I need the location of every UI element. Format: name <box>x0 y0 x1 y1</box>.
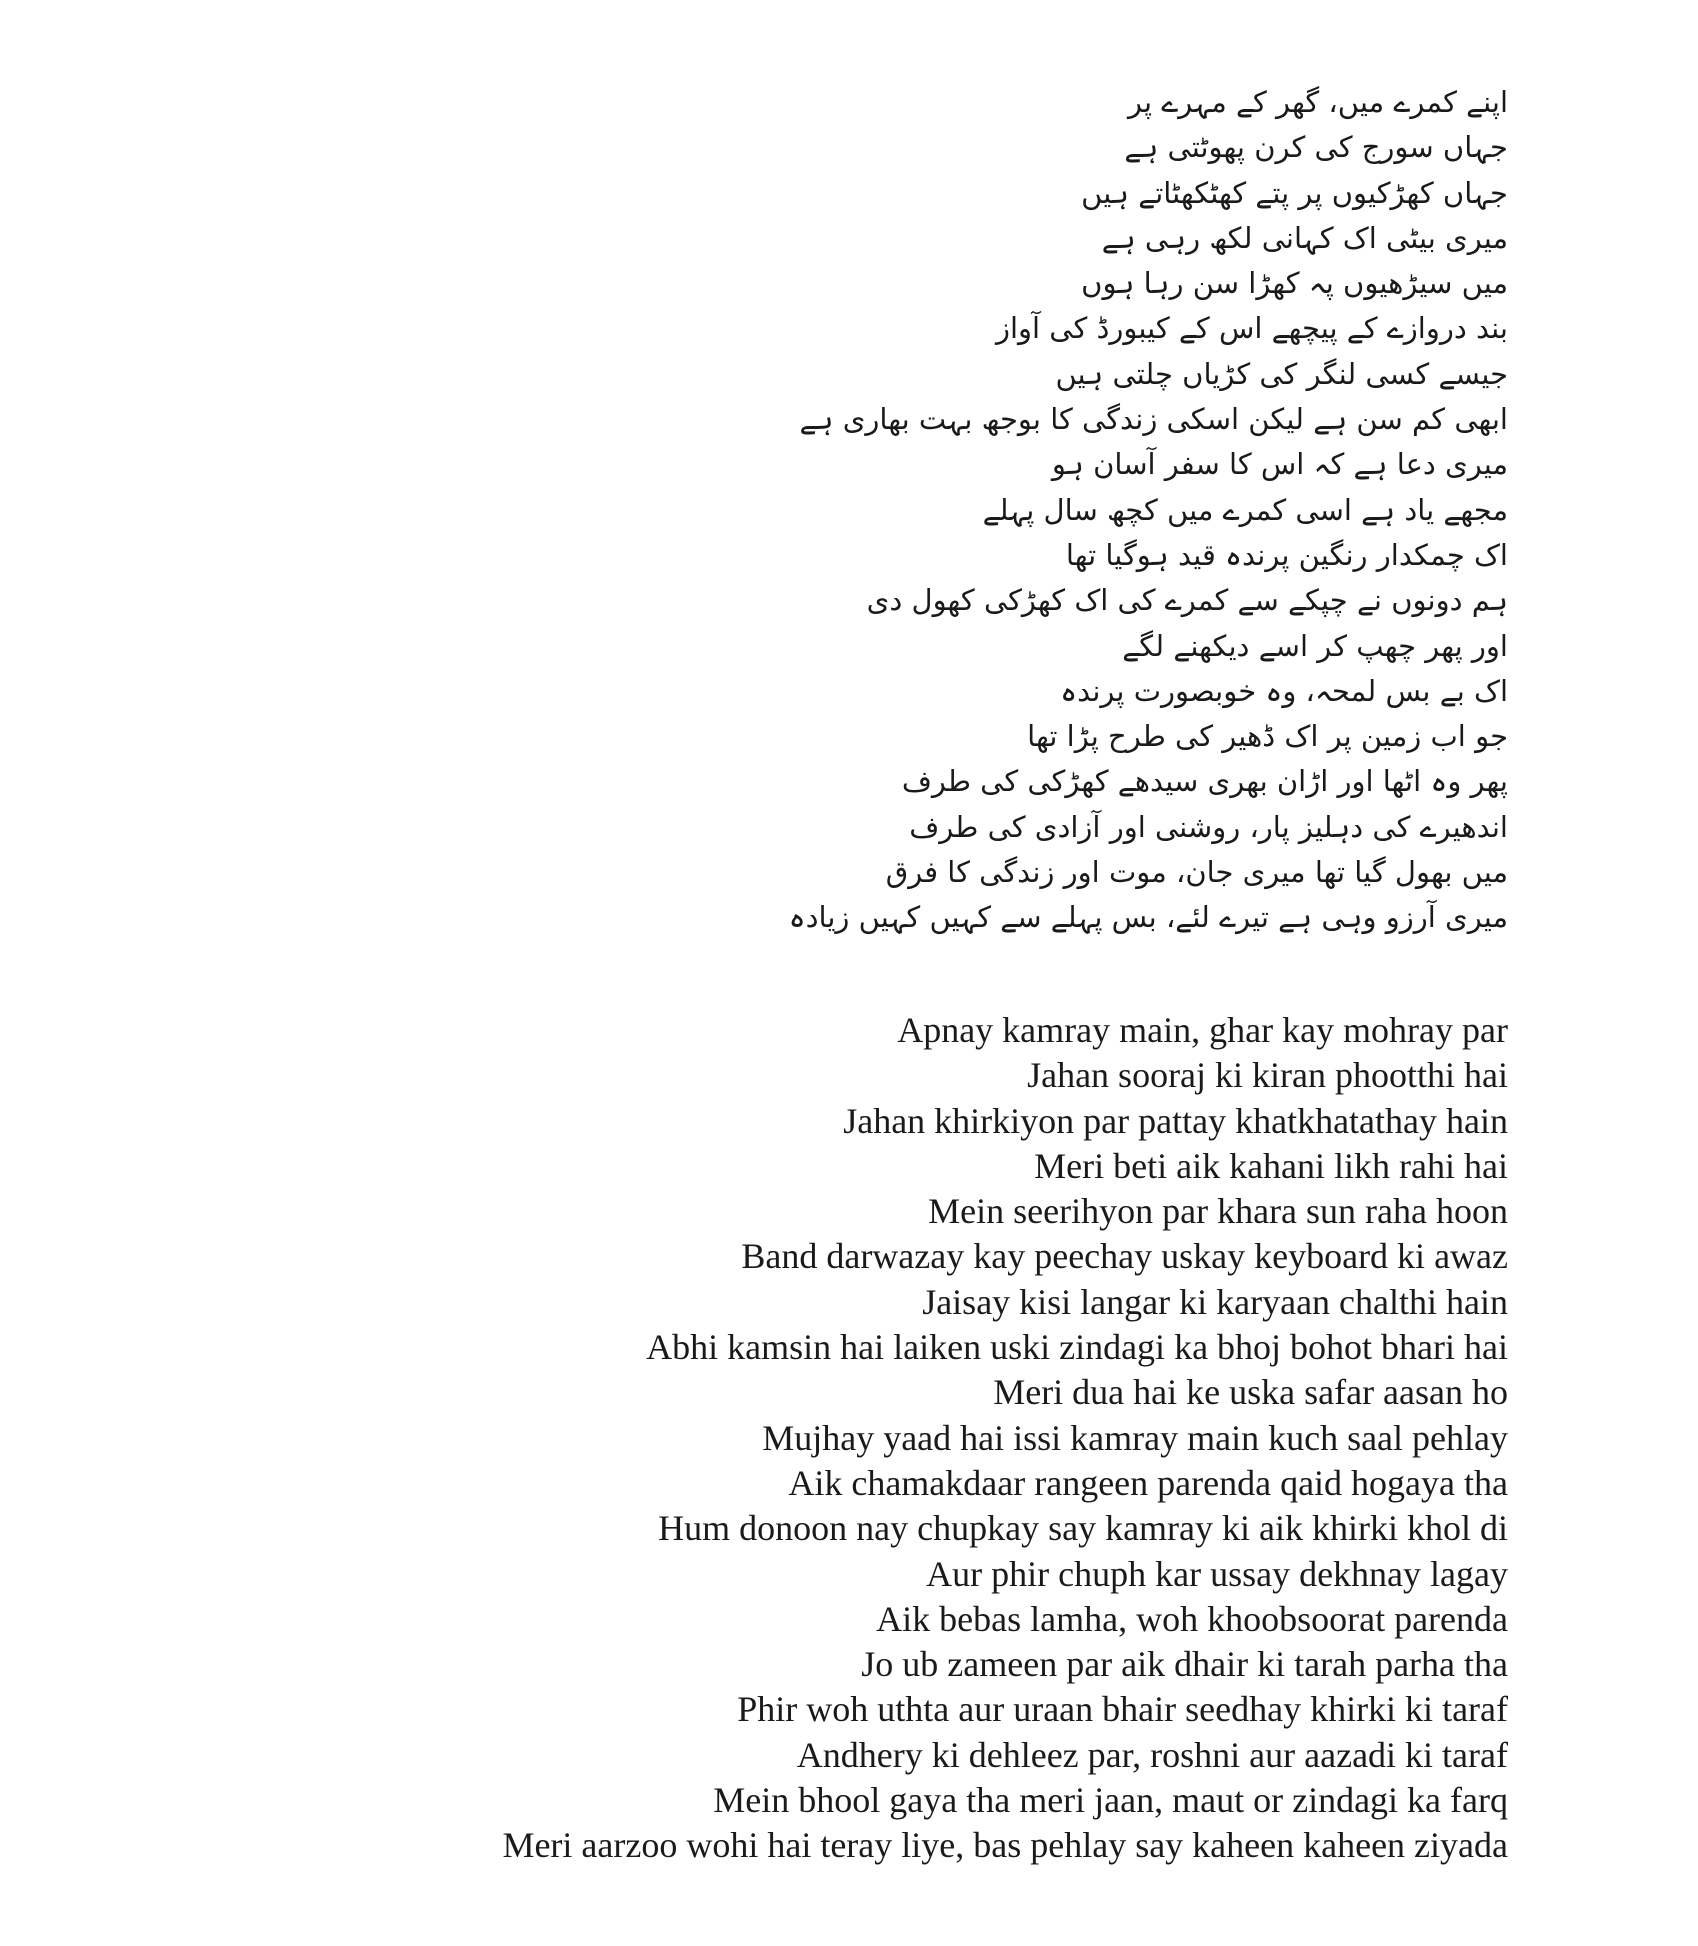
roman-line: Hum donoon nay chupkay say kamray ki aik khirki khol di <box>658 1508 1508 1549</box>
urdu-line: مجھے یاد ہے اسی کمرے میں کچھ سال پہلے <box>982 492 1508 527</box>
urdu-line: جیسے کسی لنگر کی کڑیاں چلتی ہیں <box>1055 356 1508 391</box>
urdu-line: جہاں کھڑکیوں پر پتے کھٹکھٹاتے ہیں <box>1081 175 1508 210</box>
urdu-line: میری دعا ہے کہ اس کا سفر آسان ہو <box>1051 447 1508 482</box>
roman-line: Jaisay kisi langar ki karyaan chalthi hain <box>922 1281 1508 1322</box>
roman-line: Aur phir chuph kar ussay dekhnay lagay <box>926 1553 1508 1594</box>
roman-line: Apnay kamray main, ghar kay mohray par <box>897 1010 1508 1050</box>
roman-line: Jo ub zameen par aik dhair ki tarah parha tha <box>861 1644 1508 1685</box>
urdu-line: اندھیرے کی دہلیز پار، روشنی اور آزادی کی طرف <box>909 809 1508 844</box>
roman-line: Aik chamakdaar rangeen parenda qaid hogaya tha <box>788 1462 1508 1503</box>
urdu-line: میں بھول گیا تھا میری جان، موت اور زندگی کا فرق <box>885 855 1508 890</box>
roman-line: Mein bhool gaya tha meri jaan, maut or zindagi ka farq <box>713 1780 1508 1821</box>
urdu-line: میں سیڑھیوں پہ کھڑا سن رہا ہوں <box>1081 266 1508 301</box>
urdu-line: میری آرزو وہی ہے تیرے لئے، بس پہلے سے کہیں کہیں زیادہ <box>788 900 1508 935</box>
roman-line: Jahan sooraj ki kiran phootthi hai <box>1027 1055 1508 1096</box>
roman-line: Andhery ki dehleez par, roshni aur aazadi ki taraf <box>796 1734 1508 1775</box>
urdu-line: جہاں سورج کی کرن پھوٹتی ہے <box>1124 130 1508 165</box>
roman-line: Mujhay yaad hai issi kamray main kuch saal pehlay <box>762 1417 1508 1458</box>
roman-line: Jahan khirkiyon par pattay khatkhatathay hain <box>843 1100 1508 1141</box>
urdu-line: اپنے کمرے میں، گھر کے مہرے پر <box>1127 85 1508 119</box>
urdu-line: میری بیٹی اک کہانی لکھ رہی ہے <box>1101 220 1508 255</box>
roman-line: Meri dua hai ke uska safar aasan ho <box>993 1372 1508 1413</box>
urdu-line: ابھی کم سن ہے لیکن اسکی زندگی کا بوجھ بہت بھاری ہے <box>799 402 1508 437</box>
roman-urdu-poem <box>108 1008 1508 1869</box>
roman-line: Band darwazay kay peechay uskay keyboard ki awaz <box>741 1236 1508 1277</box>
roman-line: Meri aarzoo wohi hai teray liye, bas pehlay say kaheen kaheen ziyada <box>502 1825 1508 1866</box>
urdu-line: جو اب زمین پر اک ڈھیر کی طرح پڑا تھا <box>1027 719 1508 754</box>
urdu-line: ہم دونوں نے چپکے سے کمرے کی اک کھڑکی کھول دی <box>866 583 1508 618</box>
urdu-line: پھر وہ اٹھا اور اڑان بھری سیدھے کھڑکی کی طرف <box>901 764 1508 799</box>
roman-line: Mein seerihyon par khara sun raha hoon <box>928 1191 1508 1232</box>
roman-line: Abhi kamsin hai laiken uski zindagi ka bhoj bohot bhari hai <box>646 1327 1508 1368</box>
urdu-line: اک بے بس لمحہ، وہ خوبصورت پرندہ <box>1060 673 1508 708</box>
urdu-line: اک چمکدار رنگین پرندہ قید ہوگیا تھا <box>1065 537 1508 572</box>
urdu-poem <box>408 80 1508 941</box>
roman-line: Aik bebas lamha, woh khoobsoorat parenda <box>876 1598 1508 1639</box>
roman-line: Meri beti aik kahani likh rahi hai <box>1034 1145 1508 1186</box>
urdu-line: بند دروازے کے پیچھے اس کے کیبورڈ کی آواز <box>995 311 1508 346</box>
roman-line: Phir woh uthta aur uraan bhair seedhay khirki ki taraf <box>737 1689 1508 1730</box>
urdu-line: اور پھر چھپ کر اسے دیکھنے لگے <box>1122 628 1508 663</box>
